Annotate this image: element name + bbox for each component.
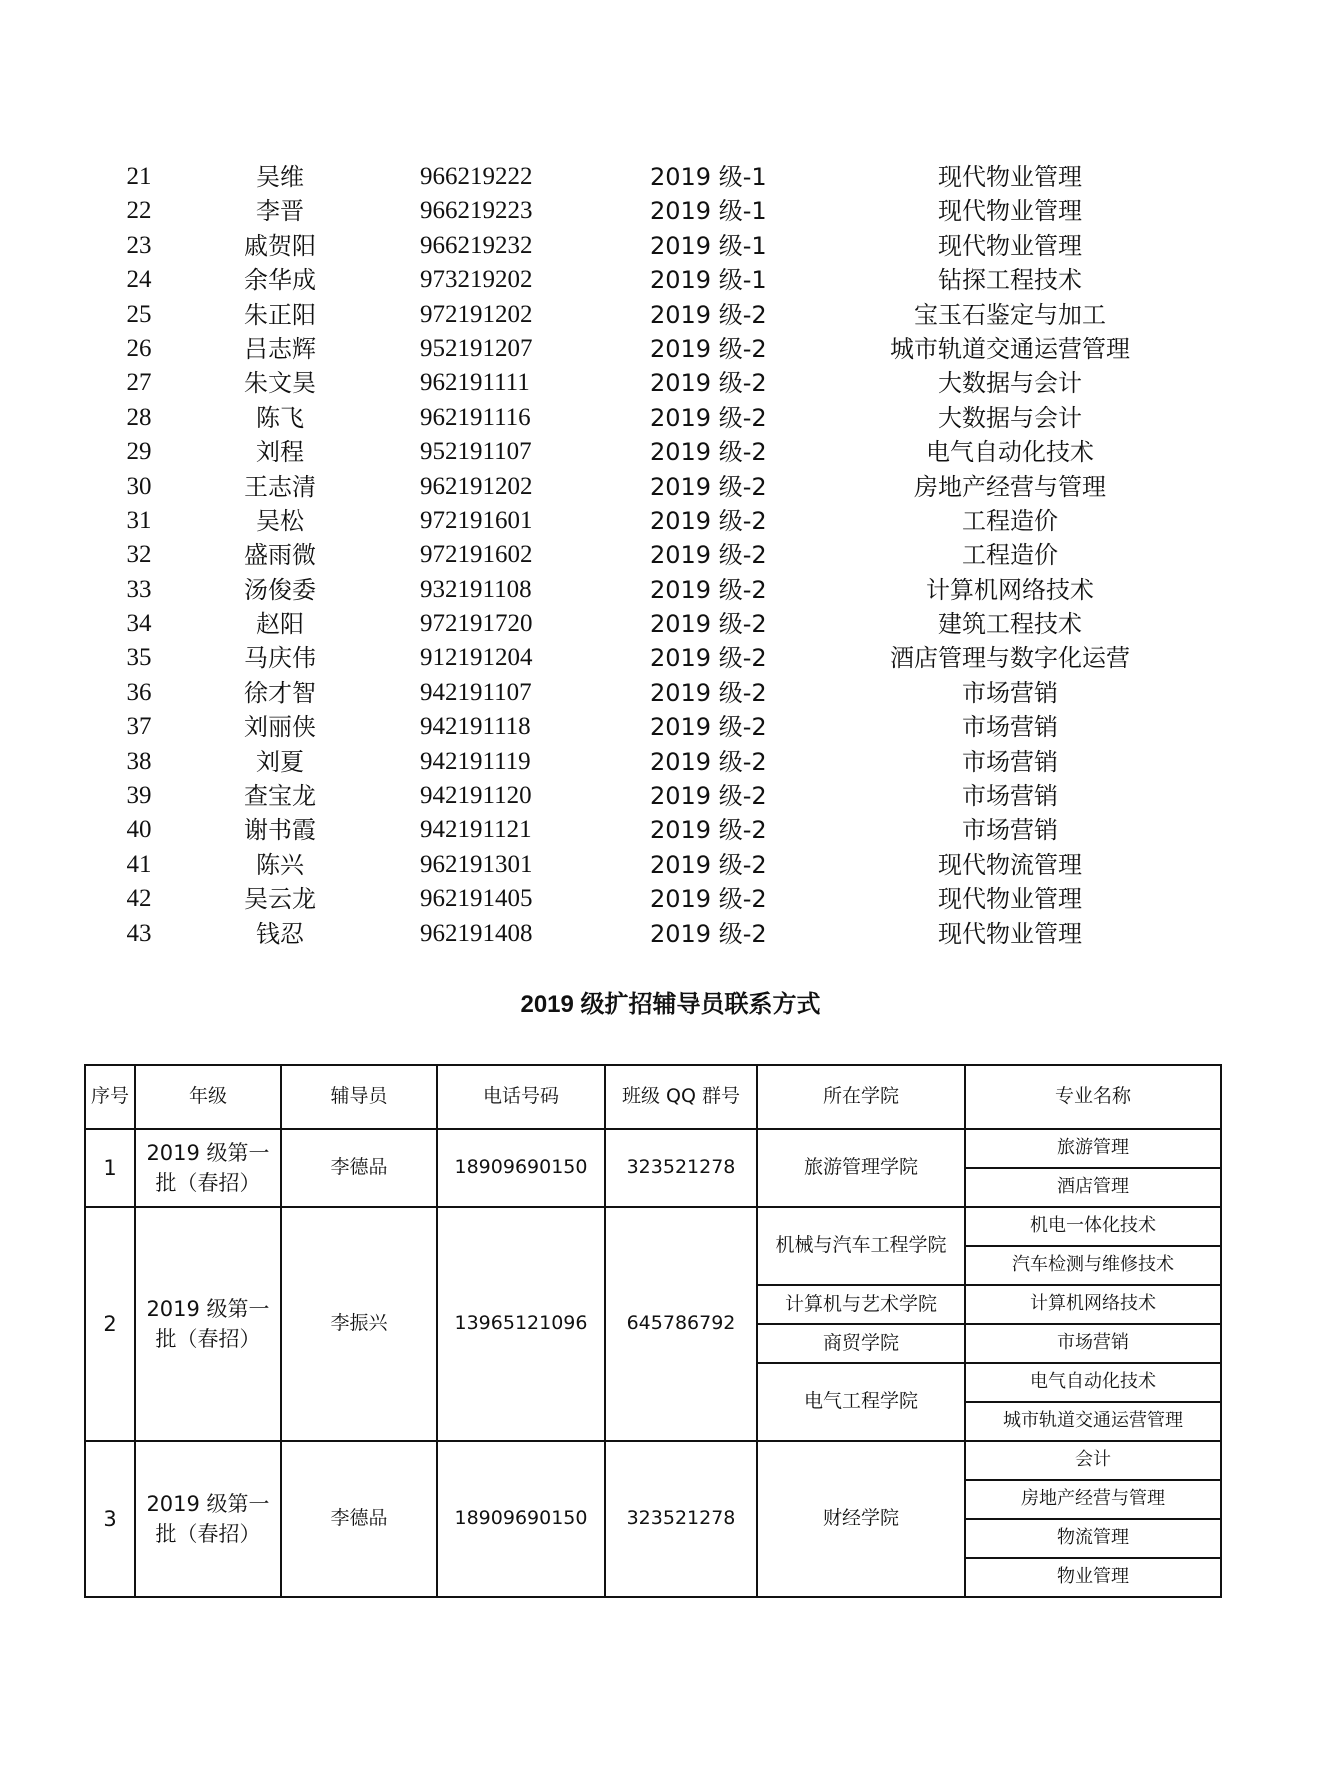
student-row xyxy=(0,160,1341,194)
group-no: 3 xyxy=(85,1441,135,1597)
major-name: 房地产经营与管理 xyxy=(965,1480,1221,1519)
student-row xyxy=(0,298,1341,332)
student-row xyxy=(0,813,1341,847)
student-id: 962191408 xyxy=(420,919,533,947)
table-header-row xyxy=(85,1065,1221,1129)
group-grade: 2019 级第一批（春招） xyxy=(135,1441,281,1597)
student-row xyxy=(0,607,1341,641)
student-index: 42 xyxy=(126,885,152,913)
major-name: 酒店管理 xyxy=(965,1168,1221,1207)
header-no: 序号 xyxy=(85,1065,135,1129)
student-index: 35 xyxy=(126,644,152,672)
student-class: 2019 级-2 xyxy=(650,403,767,432)
student-class: 2019 级-2 xyxy=(650,334,767,363)
student-name: 朱正阳 xyxy=(244,300,316,329)
student-id: 942191119 xyxy=(420,747,531,775)
student-name: 查宝龙 xyxy=(244,782,316,811)
major-name: 旅游管理 xyxy=(965,1129,1221,1168)
student-class: 2019 级-2 xyxy=(650,472,767,501)
header-phone: 电话号码 xyxy=(437,1065,605,1129)
group-no: 1 xyxy=(85,1129,135,1207)
group-counselor: 李振兴 xyxy=(281,1207,437,1441)
student-id: 912191204 xyxy=(420,644,533,672)
major-name: 会计 xyxy=(965,1441,1221,1480)
student-index: 33 xyxy=(126,575,152,603)
student-name: 刘夏 xyxy=(256,747,304,776)
student-row xyxy=(0,263,1341,297)
student-row xyxy=(0,779,1341,813)
header-college: 所在学院 xyxy=(757,1065,965,1129)
major-name: 物业管理 xyxy=(965,1558,1221,1597)
student-major: 工程造价 xyxy=(962,541,1058,570)
group-grade: 2019 级第一批（春招） xyxy=(135,1129,281,1207)
student-class: 2019 级-1 xyxy=(650,231,767,260)
major-name: 计算机网络技术 xyxy=(965,1285,1221,1324)
student-index: 30 xyxy=(126,472,152,500)
student-row xyxy=(0,882,1341,916)
student-row xyxy=(0,573,1341,607)
table-row xyxy=(85,1441,1221,1480)
student-id: 952191207 xyxy=(420,334,533,362)
group-qq: 323521278 xyxy=(605,1129,757,1207)
table-row xyxy=(85,1129,1221,1168)
contact-table xyxy=(84,1064,1222,1598)
student-class: 2019 级-2 xyxy=(650,850,767,879)
student-major: 城市轨道交通运营管理 xyxy=(890,334,1130,363)
student-index: 24 xyxy=(126,266,152,294)
group-counselor: 李德品 xyxy=(281,1441,437,1597)
student-major: 市场营销 xyxy=(962,782,1058,811)
student-row xyxy=(0,435,1341,469)
student-name: 吕志辉 xyxy=(244,334,316,363)
major-name: 汽车检测与维修技术 xyxy=(965,1246,1221,1285)
group-grade: 2019 级第一批（春招） xyxy=(135,1207,281,1441)
student-class: 2019 级-1 xyxy=(650,197,767,226)
group-phone: 18909690150 xyxy=(437,1129,605,1207)
college-name: 旅游管理学院 xyxy=(757,1129,965,1207)
student-major: 现代物业管理 xyxy=(938,163,1082,191)
header-grade: 年级 xyxy=(135,1065,281,1129)
student-major: 市场营销 xyxy=(962,747,1058,776)
student-name: 吴维 xyxy=(256,163,304,191)
student-class: 2019 级-2 xyxy=(650,369,767,398)
student-major: 大数据与会计 xyxy=(938,369,1082,398)
major-name: 物流管理 xyxy=(965,1519,1221,1558)
group-phone: 13965121096 xyxy=(437,1207,605,1441)
student-index: 41 xyxy=(126,850,152,878)
student-major: 计算机网络技术 xyxy=(926,575,1094,604)
student-major: 市场营销 xyxy=(962,678,1058,707)
major-name: 市场营销 xyxy=(965,1324,1221,1363)
student-name: 盛雨微 xyxy=(244,541,316,570)
student-class: 2019 级-2 xyxy=(650,713,767,742)
student-row xyxy=(0,538,1341,572)
student-index: 43 xyxy=(126,919,152,947)
student-index: 40 xyxy=(126,816,152,844)
student-id: 932191108 xyxy=(420,575,532,603)
college-name: 计算机与艺术学院 xyxy=(757,1285,965,1324)
student-id: 942191121 xyxy=(420,816,532,844)
college-name: 机械与汽车工程学院 xyxy=(757,1207,965,1285)
student-id: 972191601 xyxy=(420,506,533,534)
student-index: 39 xyxy=(126,782,152,810)
student-index: 36 xyxy=(126,678,152,706)
student-name: 吴云龙 xyxy=(244,885,316,914)
student-name: 钱忍 xyxy=(256,919,304,948)
student-class: 2019 级-2 xyxy=(650,575,767,604)
student-id: 942191107 xyxy=(420,678,532,706)
group-qq: 645786792 xyxy=(605,1207,757,1441)
student-row xyxy=(0,504,1341,538)
student-index: 28 xyxy=(126,403,152,431)
major-name: 电气自动化技术 xyxy=(965,1363,1221,1402)
student-row xyxy=(0,848,1341,882)
student-name: 陈兴 xyxy=(256,850,304,879)
student-name: 戚贺阳 xyxy=(244,231,316,260)
student-class: 2019 级-2 xyxy=(650,644,767,673)
section-title: 2019 级扩招辅导员联系方式 xyxy=(520,991,821,1018)
header-qq: 班级 QQ 群号 xyxy=(605,1065,757,1129)
student-name: 谢书霞 xyxy=(244,816,316,845)
student-row xyxy=(0,401,1341,435)
student-index: 22 xyxy=(126,197,152,225)
student-major: 钻探工程技术 xyxy=(938,266,1082,295)
student-list xyxy=(0,160,1341,951)
student-major: 市场营销 xyxy=(962,816,1058,845)
student-name: 马庆伟 xyxy=(244,644,316,673)
major-name: 城市轨道交通运营管理 xyxy=(965,1402,1221,1441)
student-class: 2019 级-2 xyxy=(650,506,767,535)
student-id: 973219202 xyxy=(420,266,533,294)
student-id: 972191602 xyxy=(420,541,533,569)
student-major: 现代物流管理 xyxy=(938,850,1082,879)
student-class: 2019 级-1 xyxy=(650,266,767,295)
student-major: 大数据与会计 xyxy=(938,403,1082,432)
student-id: 942191118 xyxy=(420,713,531,741)
student-major: 市场营销 xyxy=(962,713,1058,742)
student-row xyxy=(0,745,1341,779)
student-name: 朱文昊 xyxy=(244,369,316,398)
student-name: 汤俊委 xyxy=(244,575,316,604)
student-index: 25 xyxy=(126,300,152,328)
table-row xyxy=(85,1207,1221,1246)
student-name: 赵阳 xyxy=(256,610,304,639)
student-class: 2019 级-2 xyxy=(650,610,767,639)
student-name: 刘程 xyxy=(256,438,304,467)
student-index: 31 xyxy=(126,506,152,534)
student-major: 现代物业管理 xyxy=(938,919,1082,948)
student-name: 刘丽侠 xyxy=(244,713,316,742)
student-major: 现代物业管理 xyxy=(938,885,1082,914)
student-class: 2019 级-2 xyxy=(650,816,767,845)
student-row xyxy=(0,641,1341,675)
student-id: 962191111 xyxy=(420,369,530,397)
group-phone: 18909690150 xyxy=(437,1441,605,1597)
student-index: 32 xyxy=(126,541,152,569)
student-name: 吴松 xyxy=(256,506,304,535)
major-name: 机电一体化技术 xyxy=(965,1207,1221,1246)
student-class: 2019 级-2 xyxy=(650,300,767,329)
student-major: 宝玉石鉴定与加工 xyxy=(914,300,1106,329)
student-major: 建筑工程技术 xyxy=(938,610,1082,639)
student-index: 37 xyxy=(126,713,152,741)
student-id: 952191107 xyxy=(420,438,532,466)
student-index: 38 xyxy=(126,747,152,775)
student-row xyxy=(0,470,1341,504)
student-id: 966219222 xyxy=(420,163,533,190)
student-class: 2019 级-2 xyxy=(650,438,767,467)
student-index: 34 xyxy=(126,610,152,638)
student-row xyxy=(0,366,1341,400)
student-name: 徐才智 xyxy=(244,678,316,707)
student-row xyxy=(0,676,1341,710)
student-id: 962191301 xyxy=(420,850,533,878)
student-id: 972191720 xyxy=(420,610,533,638)
college-name: 商贸学院 xyxy=(757,1324,965,1363)
college-name: 电气工程学院 xyxy=(757,1363,965,1441)
student-class: 2019 级-2 xyxy=(650,747,767,776)
student-major: 现代物业管理 xyxy=(938,197,1082,226)
student-id: 966219232 xyxy=(420,231,533,259)
student-class: 2019 级-2 xyxy=(650,541,767,570)
student-row xyxy=(0,710,1341,744)
header-major: 专业名称 xyxy=(965,1065,1221,1129)
student-row xyxy=(0,332,1341,366)
student-major: 房地产经营与管理 xyxy=(914,472,1106,501)
group-qq: 323521278 xyxy=(605,1441,757,1597)
student-id: 942191120 xyxy=(420,782,532,810)
student-major: 工程造价 xyxy=(962,506,1058,535)
student-id: 962191405 xyxy=(420,885,533,913)
student-class: 2019 级-2 xyxy=(650,678,767,707)
student-id: 962191202 xyxy=(420,472,533,500)
student-name: 余华成 xyxy=(244,266,316,295)
college-name: 财经学院 xyxy=(757,1441,965,1597)
student-id: 962191116 xyxy=(420,403,531,431)
student-class: 2019 级-2 xyxy=(650,919,767,948)
student-class: 2019 级-1 xyxy=(650,163,767,191)
student-id: 966219223 xyxy=(420,197,533,225)
student-row xyxy=(0,194,1341,228)
student-major: 酒店管理与数字化运营 xyxy=(890,644,1130,673)
student-index: 29 xyxy=(126,438,152,466)
student-row xyxy=(0,917,1341,951)
student-name: 李晋 xyxy=(256,197,304,226)
student-class: 2019 级-2 xyxy=(650,885,767,914)
student-index: 21 xyxy=(126,163,152,190)
student-index: 26 xyxy=(126,334,152,362)
contact-table-body xyxy=(85,1129,1221,1597)
group-counselor: 李德品 xyxy=(281,1129,437,1207)
student-name: 王志清 xyxy=(244,472,316,501)
student-class: 2019 级-2 xyxy=(650,782,767,811)
student-name: 陈飞 xyxy=(256,403,304,432)
student-major: 现代物业管理 xyxy=(938,231,1082,260)
header-counselor: 辅导员 xyxy=(281,1065,437,1129)
student-major: 电气自动化技术 xyxy=(926,438,1094,467)
group-no: 2 xyxy=(85,1207,135,1441)
student-row xyxy=(0,229,1341,263)
student-index: 23 xyxy=(126,231,152,259)
student-index: 27 xyxy=(126,369,152,397)
student-id: 972191202 xyxy=(420,300,533,328)
